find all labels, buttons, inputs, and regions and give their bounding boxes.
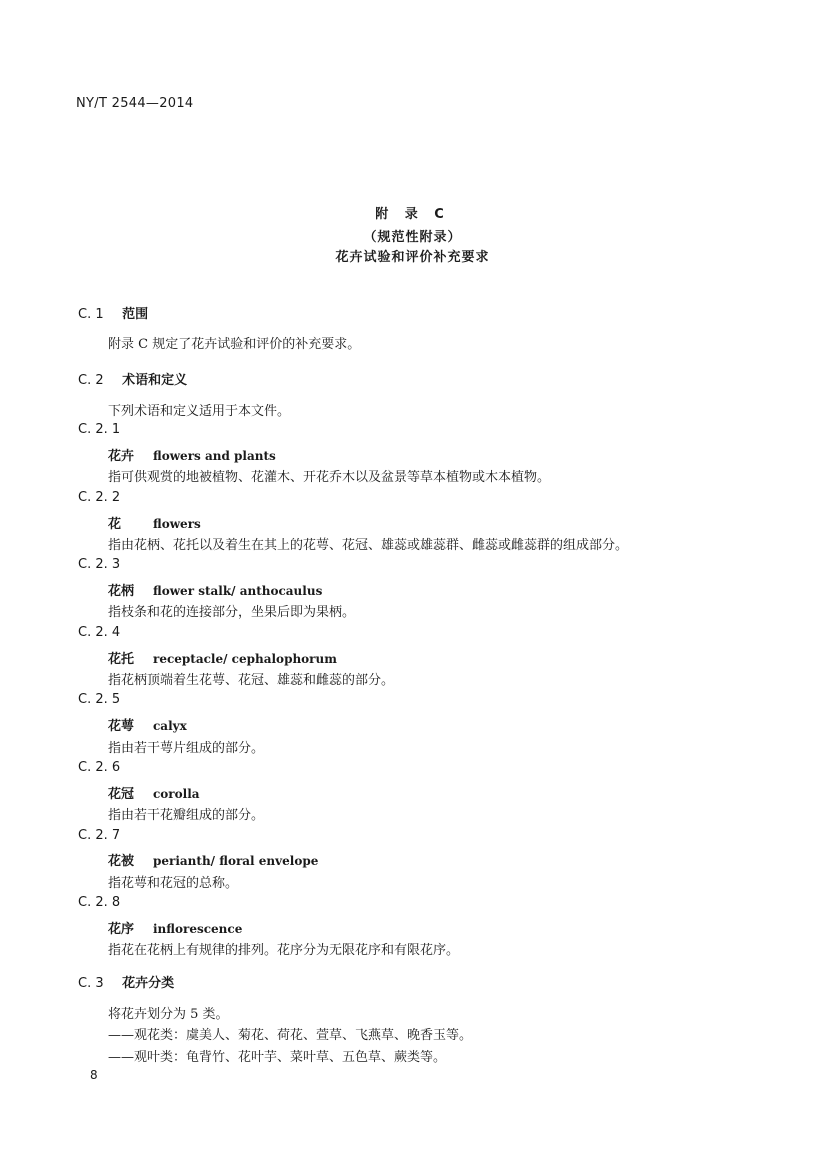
annex-name: 花卉试验和评价补充要求 bbox=[335, 250, 490, 265]
term-number: C. 2. 1 bbox=[78, 422, 121, 437]
term-heading: 花托 receptacle/ cephalophorum bbox=[108, 652, 337, 667]
section-c1-text: 附录 C 规定了花卉试验和评价的补充要求。 bbox=[108, 337, 361, 352]
section-title: 花卉分类 bbox=[122, 976, 175, 991]
term-number: C. 2. 5 bbox=[78, 692, 121, 707]
section-number: C. 1 bbox=[78, 307, 104, 322]
term-number: C. 2. 2 bbox=[78, 490, 121, 505]
section-c3-heading bbox=[78, 972, 174, 991]
term-definition: 指由若干花瓣组成的部分。 bbox=[108, 808, 265, 823]
term-heading: 花卉 flowers and plants bbox=[108, 449, 276, 464]
section-number: C. 3 bbox=[78, 976, 104, 991]
annex-title: 附 录 C bbox=[375, 207, 450, 222]
term-definition: 指花柄顶端着生花萼、花冠、雄蕊和雌蕊的部分。 bbox=[108, 673, 395, 688]
term-definition: 指花在花柄上有规律的排列。花序分为无限花序和有限花序。 bbox=[108, 943, 460, 958]
term-heading: 花萼 calyx bbox=[108, 719, 187, 734]
term-heading: 花被 perianth/ floral envelope bbox=[108, 854, 319, 869]
term-heading: 花序 inflorescence bbox=[108, 922, 243, 937]
classification-item: ——观叶类：龟背竹、花叶芋、菜叶草、五色草、蕨类等。 bbox=[108, 1050, 447, 1065]
term-number: C. 2. 3 bbox=[78, 557, 121, 572]
term-number: C. 2. 8 bbox=[78, 895, 121, 910]
term-heading: 花柄 flower stalk/ anthocaulus bbox=[108, 584, 323, 599]
term-number: C. 2. 7 bbox=[78, 828, 121, 843]
term-definition: 指枝条和花的连接部分，坐果后即为果柄。 bbox=[108, 605, 356, 620]
standard-code: NY/T 2544—2014 bbox=[76, 96, 194, 111]
term-definition: 指可供观赏的地被植物、花灌木、开花乔木以及盆景等草本植物或木本植物。 bbox=[108, 470, 551, 485]
term-definition: 指由花柄、花托以及着生在其上的花萼、花冠、雄蕊或雄蕊群、雌蕊或雌蕊群的组成部分。 bbox=[108, 538, 629, 553]
term-heading: 花 flowers bbox=[108, 517, 201, 532]
term-definition: 指由若干萼片组成的部分。 bbox=[108, 741, 265, 756]
section-number: C. 2 bbox=[78, 373, 104, 388]
classification-item: ——观花类：虞美人、菊花、荷花、萱草、飞燕草、晚香玉等。 bbox=[108, 1028, 473, 1043]
section-title: 范围 bbox=[122, 307, 149, 322]
section-c2-text: 下列术语和定义适用于本文件。 bbox=[108, 404, 291, 419]
annex-type: （规范性附录） bbox=[363, 230, 462, 245]
term-heading: 花冠 corolla bbox=[108, 787, 200, 802]
page-number: 8 bbox=[90, 1068, 98, 1082]
term-number: C. 2. 4 bbox=[78, 625, 121, 640]
section-c2-heading bbox=[78, 369, 187, 388]
term-number: C. 2. 6 bbox=[78, 760, 121, 775]
section-c1-heading bbox=[78, 303, 148, 322]
section-title: 术语和定义 bbox=[122, 373, 188, 388]
section-c3-text: 将花卉划分为 5 类。 bbox=[108, 1007, 229, 1022]
term-definition: 指花萼和花冠的总称。 bbox=[108, 876, 239, 891]
